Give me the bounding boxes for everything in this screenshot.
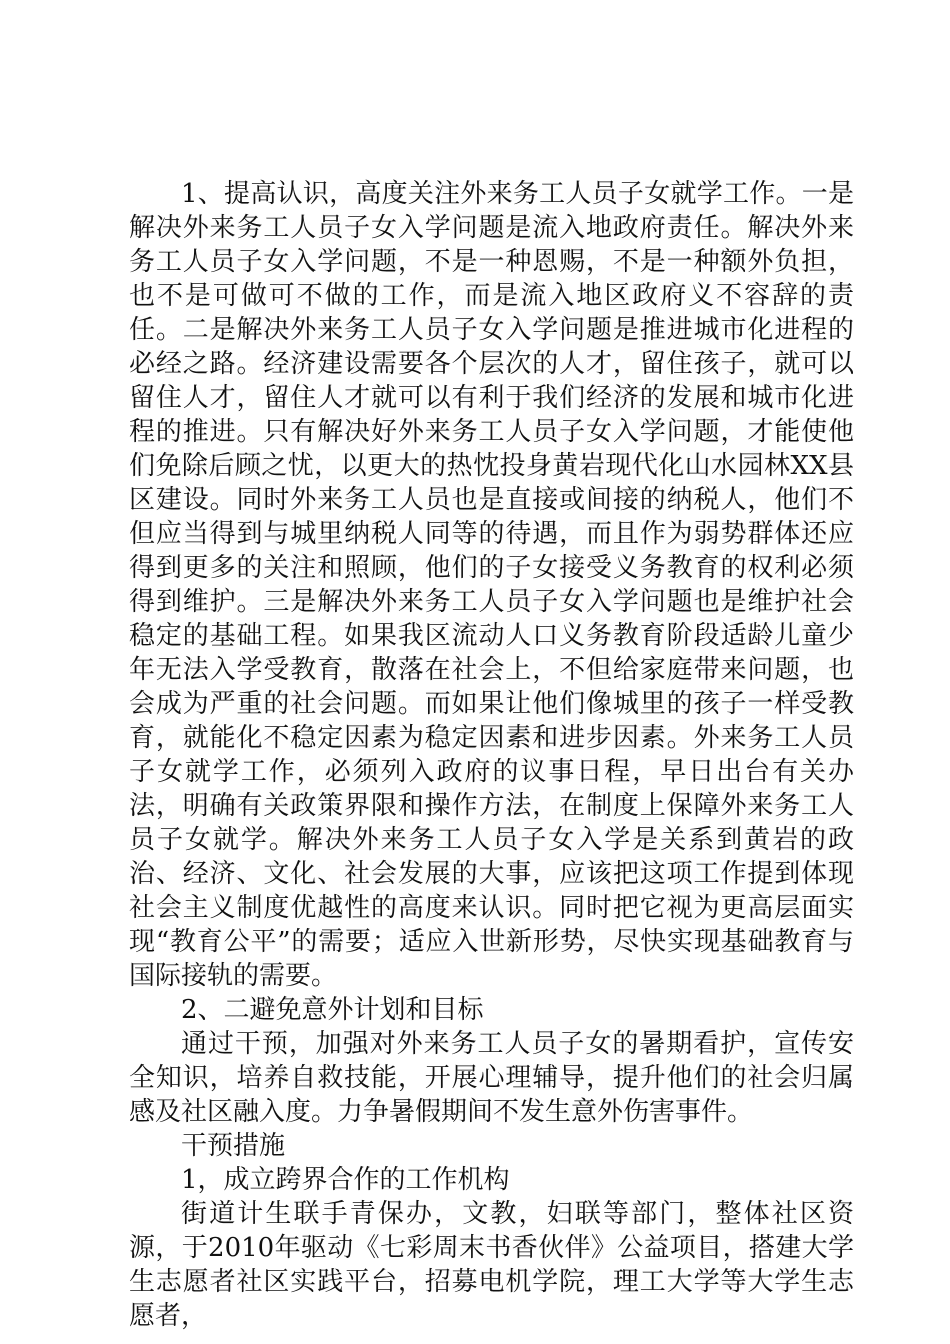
paragraph-heading-organization: 1，成立跨界合作的工作机构	[181, 1165, 510, 1195]
paragraph-heading-measures: 干预措施	[181, 1131, 286, 1161]
paragraph-heading-accident-plan: 2、二避免意外计划和目标	[181, 995, 484, 1025]
document-body	[129, 177, 854, 1333]
paragraph-intervention-goal: 通过干预，加强对外来务工人员子女的暑期看护，宣传安全知识，培养自救技能，开展心理辅导，提升他们的社会归属感及社区融入度。力争暑假期间不发生意外伤害事件。	[129, 1029, 854, 1127]
paragraph-volunteer-project: 街道计生联手青保办，文教，妇联等部门，整体社区资源，于2010年驱动《七彩周末书香伙伴》公益项目，搭建大学生志愿者社区实践平台，招募电机学院，理工大学等大学生志愿者，	[129, 1199, 854, 1331]
paragraph-importance: 1、提高认识，高度关注外来务工人员子女就学工作。一是解决外来务工人员子女入学问题是流入地政府责任。解决外来务工人员子女入学问题，不是一种恩赐，不是一种额外负担，也不是可做可不做的工作，而是流入地区政府义不容辞的责任。二是解决外来务工人员子女入学问题是推进城市化进程的必经之路。经济建设需要各个层次的人才，留住孩子，就可以留住人才，留住人才就可以有利于我们经济的发展和城市化进程的推进。只有解决好外来务工人员子女入学问题，才能使他们免除后顾之忧，以更大的热忱投身黄岩现代化山水园林XX县区建设。同时外来务工人员也是直接或间接的纳税人，他们不但应当得到与城里纳税人同等的待遇，而且作为弱势群体还应得到更多的关注和照顾，他们的子女接受义务教育的权利必须得到维护。三是解决外来务工人员子女入学问题也是维护社会稳定的基础工程。如果我区流动人口义务教育阶段适龄儿童少年无法入学受教育，散落在社会上，不但给家庭带来问题，也会成为严重的社会问题。而如果让他们像城里的孩子一样受教育，就能化不稳定因素为稳定因素和进步因素。外来务工人员子女就学工作，必须列入政府的议事日程，早日出台有关办法，明确有关政策界限和操作方法，在制度上保障外来务工人员子女就学。解决外来务工人员子女入学是关系到黄岩的政治、经济、文化、社会发展的大事，应该把这项工作提到体现社会主义制度优越性的高度来认识。同时把它视为更高层面实现“教育公平”的需要；适应入世新形势，尽快实现基础教育与国际接轨的需要。	[129, 179, 854, 991]
